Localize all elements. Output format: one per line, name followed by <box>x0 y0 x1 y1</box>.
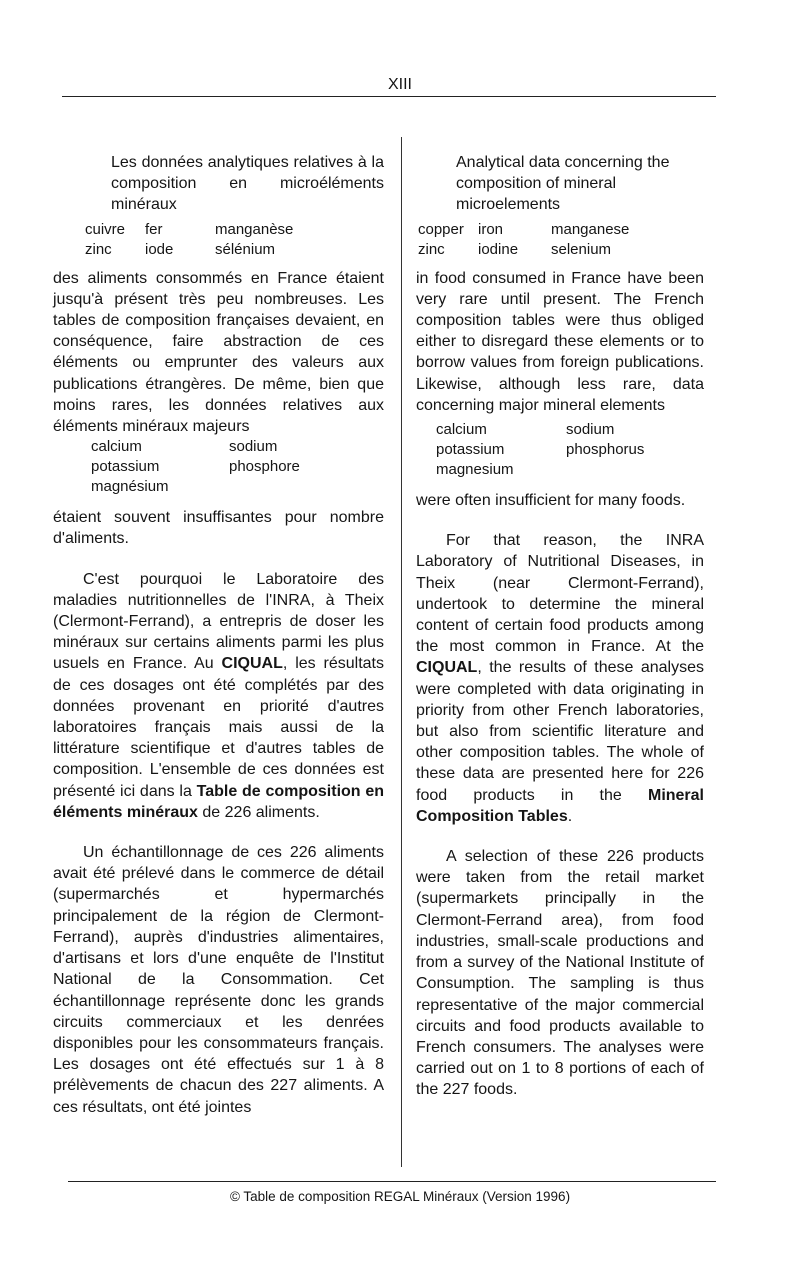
term: sodium <box>229 438 278 456</box>
english-column <box>416 152 704 1101</box>
fr-paragraph-1: des aliments consommés en France étaient jusqu'à présent très peu nombreuses. Les tables de composition françaises devaient, en conséquence, faire abstraction de ces éléments ou emprunter des valeurs aux publications étrangères. De même, bien que moins rares, les données relatives aux éléments minéraux majeurs <box>53 269 384 436</box>
table-title-bold: Mineral Composition Tables <box>416 786 704 825</box>
text-run: For that reason, the INRA Laboratory of Nutritional Diseases, in Theix (near Clermont-Ferrand), undertook to determine the mineral content of certain food products among the most common in France. At the <box>416 532 704 656</box>
en-intro: Analytical data concerning the composition of mineral microelements <box>456 154 670 214</box>
page-number: XIII <box>387 76 412 93</box>
term: sodium <box>566 421 615 439</box>
en-major-terms <box>436 420 704 480</box>
en-micro-terms <box>418 220 704 260</box>
column-divider <box>401 137 402 1167</box>
term: manganèse <box>215 220 294 238</box>
footer-rule <box>68 1181 716 1182</box>
en-paragraph-3 <box>416 530 704 827</box>
french-column <box>53 152 384 1118</box>
term: zinc <box>85 240 112 258</box>
text-run: . <box>567 807 573 825</box>
term: copper <box>418 220 464 238</box>
text-run: , les résultats de ces dosages ont été complétés par des données provenant en priorité d'autres laboratoires français mais aussi de la littérature scientifique et d'autres tables de composition. L'ensemble de ces données est présenté ici dans la <box>53 655 384 800</box>
term: magnesium <box>436 461 514 479</box>
term: phosphorus <box>566 441 645 459</box>
table-title-bold: Table de composition en éléments minéraux <box>53 782 384 821</box>
fr-micro-terms <box>85 220 384 260</box>
term: phosphore <box>229 458 300 476</box>
fr-paragraph-2: étaient souvent insuffisantes pour nombre d'aliments. <box>53 509 384 548</box>
fr-paragraph-4: Un échantillonnage de ces 226 aliments avait été prélevé dans le commerce de détail (supermarchés et hypermarchés principalement de la région de Clermont-Ferrand), auprès d'industries alimentaires, d'artisans et lors d'une enquête de l'Institut National de la Consommation. Cet échantillonnage représente donc les grands circuits commerciaux et les denrées disponibles pour les consommateurs français. Les dosages ont été effectués sur 1 à 8 prélèvements de chacun des 227 aliments. A ces résultats, ont été jointes <box>53 844 384 1116</box>
fr-intro: Les données analytiques relatives à la composition en microéléments minéraux <box>111 154 384 214</box>
fr-paragraph-3 <box>53 569 384 823</box>
header-rule <box>62 96 716 97</box>
term: iron <box>478 220 504 238</box>
term: potassium <box>91 458 160 476</box>
term: calcium <box>436 421 487 439</box>
text-run: C'est pourquoi le Laboratoire des maladies nutritionnelles de l'INRA, à Theix (Clermont-Ferrand), a entrepris de doser les minéraux sur certains aliments parmi les plus usuels en France. Au <box>53 570 384 673</box>
footer-copyright: © Table de composition REGAL Minéraux (Version 1996) <box>229 1189 571 1204</box>
term: cuivre <box>85 220 126 238</box>
ciqual-bold: CIQUAL <box>416 659 478 677</box>
term: magnésium <box>91 478 169 496</box>
en-paragraph-1: in food consumed in France have been very rare until present. The French composition tables were thus obliged either to disregard these elements or to borrow values from foreign publications. Likewise, although less rare, data concerning major mineral elements <box>416 269 704 414</box>
term: iodine <box>478 240 519 258</box>
text-run: , the results of these analyses were completed with data originating in priority from other French laboratories, but also from scientific literature and other composition tables. The whole of these data are presented here for 226 food products in the <box>416 659 704 804</box>
term: calcium <box>91 438 142 456</box>
ciqual-bold: CIQUAL <box>221 655 283 673</box>
term: selenium <box>551 240 612 258</box>
term: zinc <box>418 240 445 258</box>
en-paragraph-2: were often insufficient for many foods. <box>416 492 686 510</box>
fr-major-terms <box>91 437 384 497</box>
term: potassium <box>436 441 505 459</box>
term: fer <box>145 220 163 238</box>
text-run: de 226 aliments. <box>197 803 320 821</box>
term: iode <box>145 240 174 258</box>
term: sélénium <box>215 240 276 258</box>
term: manganese <box>551 220 630 238</box>
en-paragraph-4: A selection of these 226 products were taken from the retail market (supermarkets principally in the Clermont-Ferrand area), from food industries, small-scale productions and from a survey of the National Institute of Consumption. The sampling is thus representative of the major commercial circuits and food products available to French consumers. The analyses were carried out on 1 to 8 portions of each of the 227 foods. <box>416 848 704 1099</box>
